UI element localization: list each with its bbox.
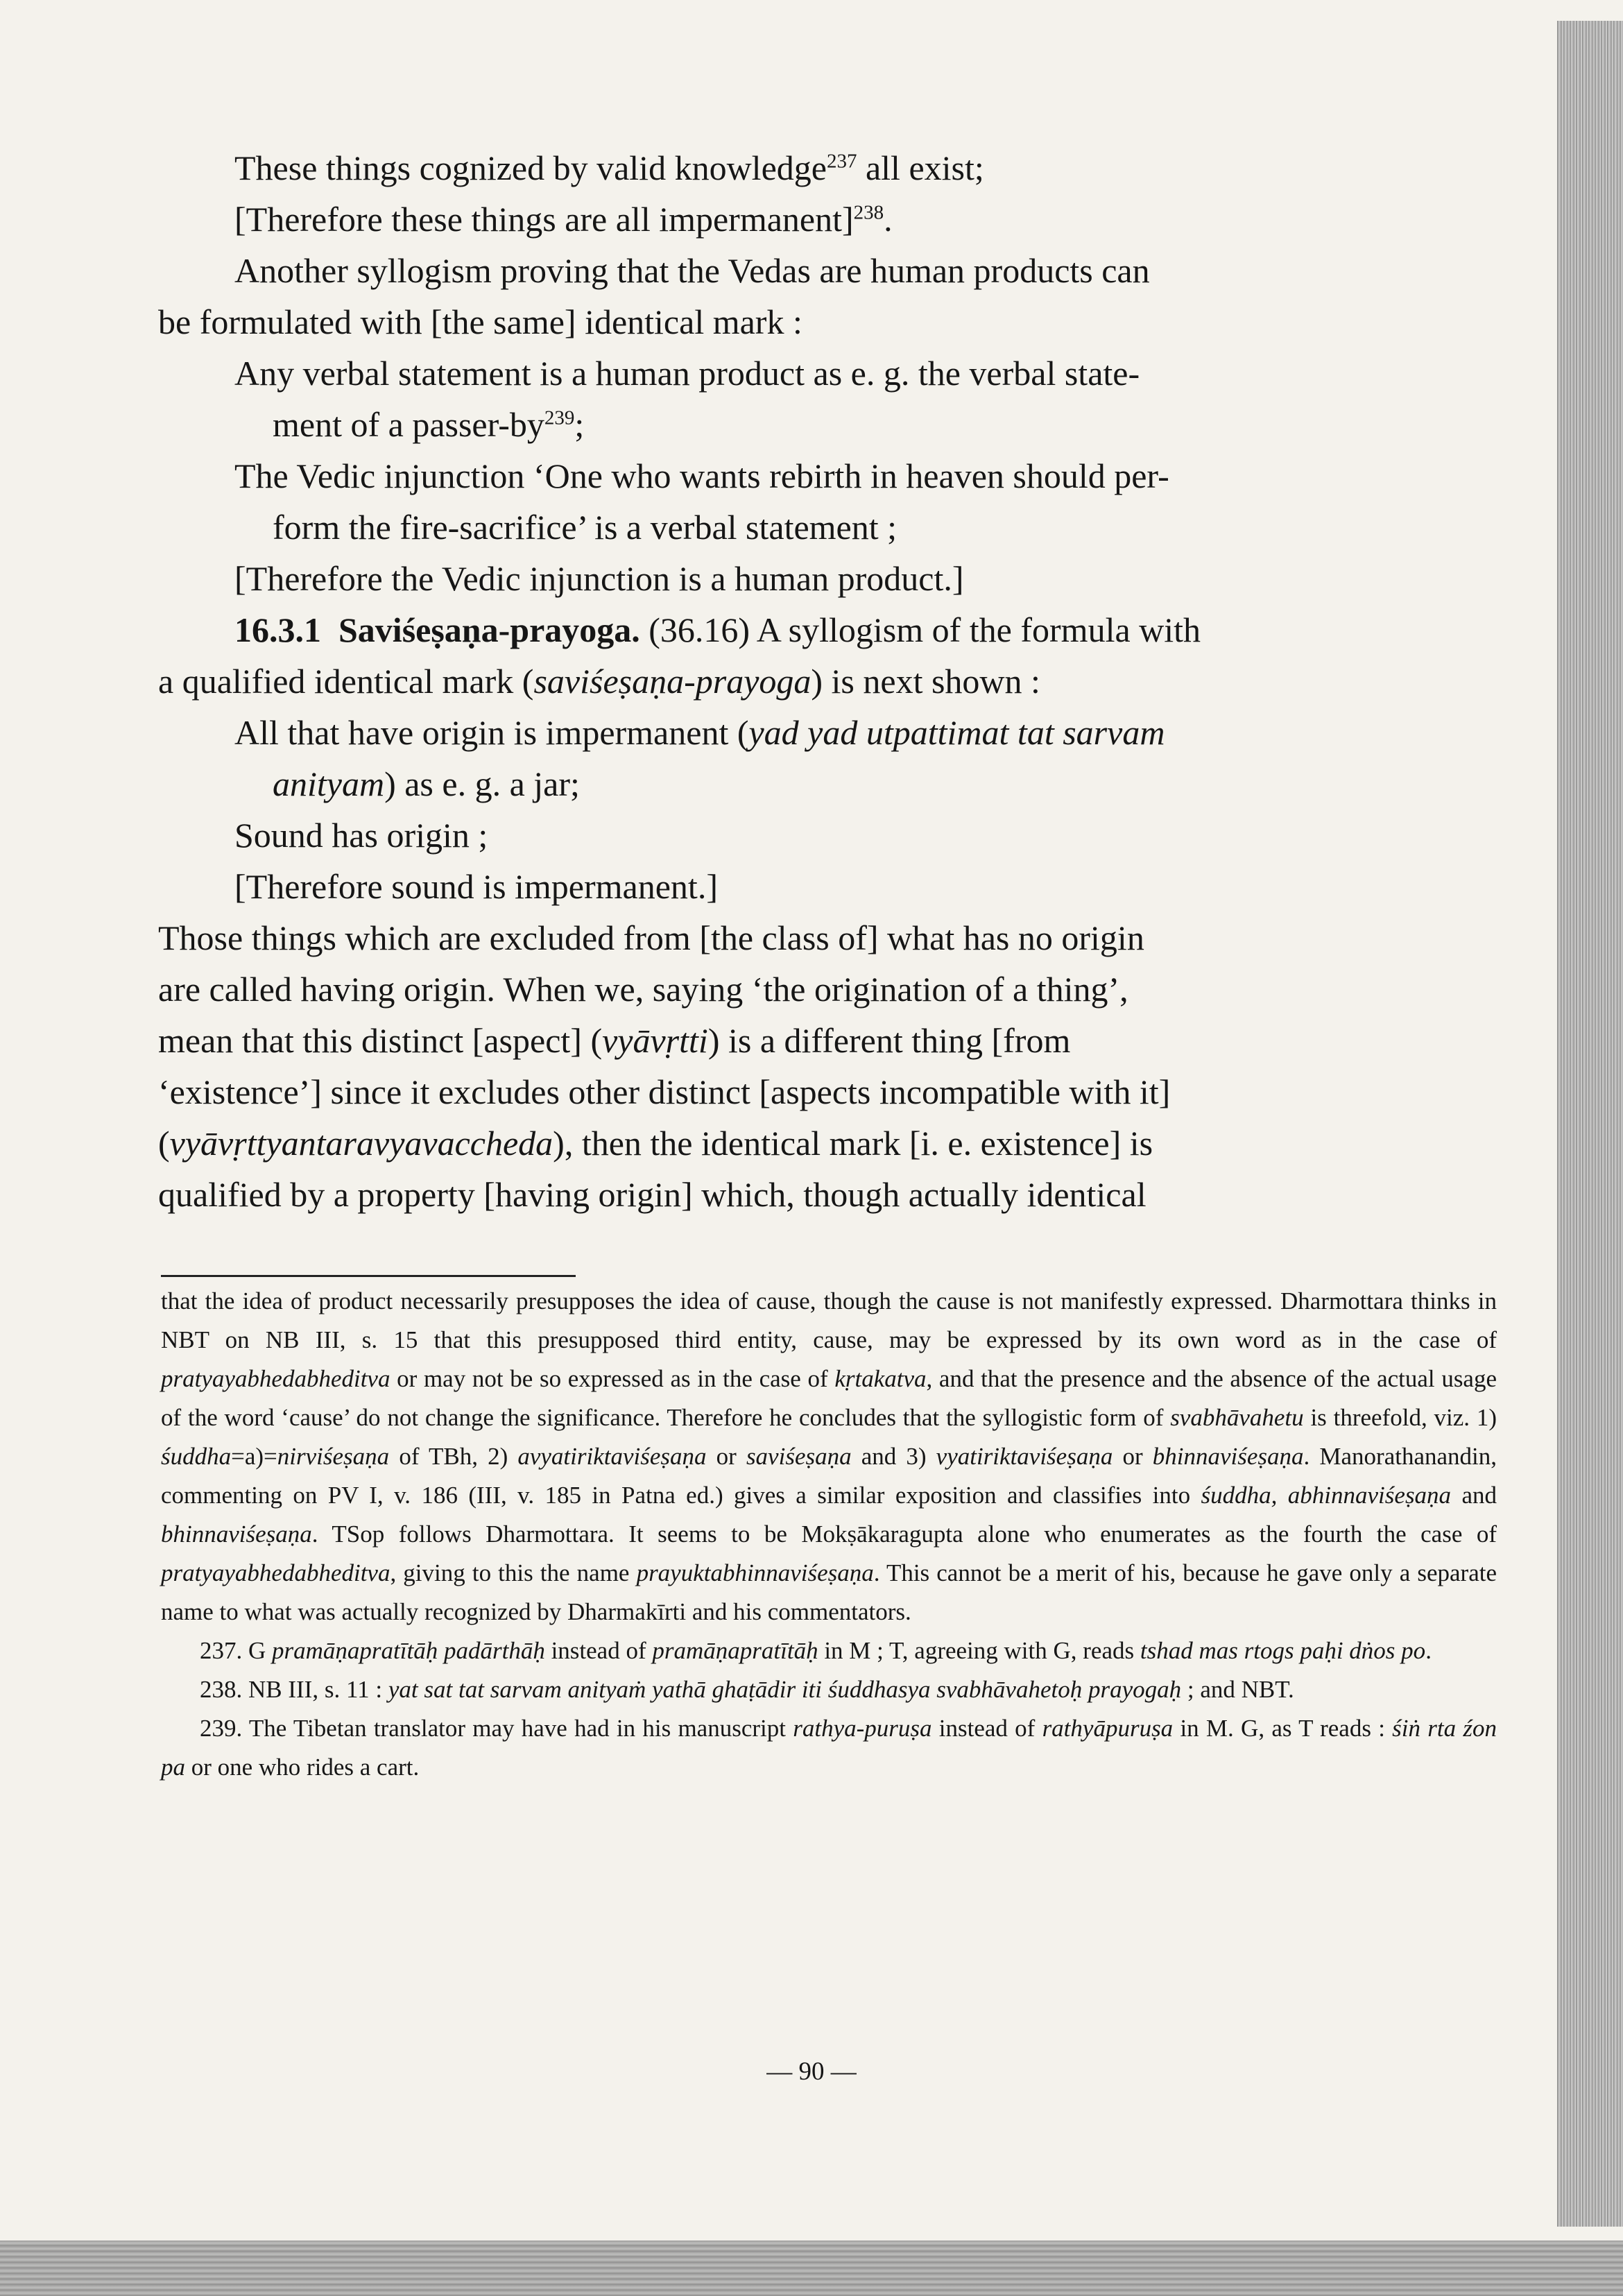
line-9: [Therefore the Vedic injunction is a human product.] (234, 559, 964, 598)
footnote-238: 238. NB III, s. 11 : yat sat tat sarvam anityaṁ yathā ghaṭādir iti śuddhasya svabhāvahetoḥ prayogaḥ ; and NBT. (200, 1676, 1294, 1703)
line-6: ment of a passer-$by^{239}$; (273, 405, 585, 444)
footnote-ref-239: 239 (544, 406, 575, 429)
line-19: ‘existence’] since it excludes other distinct [aspects incompatible with it] (158, 1072, 1171, 1111)
footnote-ref-237: 237 (826, 150, 857, 173)
footnote-237: 237. G pramāṇapratītāḥ padārthāḥ instead of pramāṇapratītāḥ in M ; T, agreeing with G, reads tshad mas rtogs paḥi dṅos po. (200, 1637, 1432, 1664)
footnote-rule (161, 1275, 576, 1277)
line-15: [Therefore sound is impermanent.] (234, 867, 718, 906)
section-number: 16.3.1 (234, 610, 321, 649)
footnote-ref-238: 238 (853, 201, 884, 224)
main-text (158, 142, 1497, 1220)
section-title: Saviśeṣaṇa-prayoga. (338, 610, 640, 649)
section-heading: 16.3.1 Saviśeṣaṇa-prayoga. (36.16) A syllogism of the formula with (234, 610, 1201, 649)
page-number: — 90 — (766, 2057, 857, 2086)
line-8: form the fire-sacrifice’ is a verbal statement ; (273, 508, 898, 547)
line-7: The Vedic injunction ‘One who wants rebirth in heaven should per- (234, 456, 1169, 495)
line-17: are called having origin. When we, saying ‘the origination of a thing’, (158, 970, 1128, 1009)
line-14: Sound has origin ; (234, 816, 488, 855)
scan-bottom-band (0, 2241, 1623, 2296)
line-11: a qualified identical mark (saviśeṣaṇa-prayoga) is next shown : (158, 662, 1040, 701)
footnote-continued: that the idea of product necessarily presupposes the idea of cause, though the cause is not manifestly expressed. Dharmottara thinks in NBT on NB III, s. 15 that this presupposed third entity, cause, may be expressed by its own word as in the case of pratyayabhedabheditva or may not be so expressed as in the case of kṛtakatva, and that the presence and the absence of the actual usage of the word ‘cause’ do not change the significance. Therefore he concludes that the syllogistic form of svabhāvahetu is threefold, viz. 1) śuddha=a)=nirviśeṣaṇa of TBh, 2) avyatiriktaviśeṣaṇa or saviśeṣaṇa and 3) vyatiriktaviśeṣaṇa or bhinnaviśeṣaṇa. Manorathanandin, commenting on PV I, v. 186 (III, v. 185 in Patna ed.) gives a similar exposition and classifies into śuddha, abhinnaviśeṣaṇa and bhinnaviśeṣaṇa. TSop follows Dharmottara. It seems to be Mokṣākaragupta alone who enumerates as the fourth the case of pratyayabhedabheditva, giving to this the name prayuktabhinnaviśeṣaṇa. This cannot be a merit of his, because he gave only a separate name to what was actually recognized by Dharmakīrti and his commentators. (161, 1287, 1497, 1625)
footnote-239: 239. The Tibetan translator may have had in his manuscript rathya-puruṣa instead of rathyāpuruṣa in M. G, as T reads : śiṅ rta źon pa or one who rides a cart. (161, 1715, 1497, 1781)
line-1: These things cognized by valid knowledge$^{237}$ all exist; (234, 148, 984, 187)
line-18: mean that this distinct [aspect] (vyāvṛtti) is a different thing [from (158, 1021, 1071, 1060)
line-2: [Therefore these things are all impermanent]$^{238}$. (234, 200, 893, 239)
line-21: qualified by a property [having origin] which, though actually identical (158, 1175, 1147, 1214)
footnotes (161, 1282, 1497, 1787)
line-20: (vyāvṛttyantaravyavaccheda), then the identical mark [i. e. existence] is (158, 1124, 1153, 1163)
scan-page-edge (1557, 21, 1623, 2227)
line-5: Any verbal statement is a human product as e. g. the verbal state- (234, 354, 1140, 393)
line-13: anityam) as e. g. a jar; (273, 764, 580, 803)
line-16: Those things which are excluded from [the class of] what has no origin (158, 918, 1144, 957)
line-3: Another syllogism proving that the Vedas are human products can (234, 251, 1150, 290)
line-4: be formulated with [the same] identical mark : (158, 302, 802, 341)
line-12: All that have origin is impermanent (yad yad utpattimat tat sarvam (234, 713, 1165, 752)
